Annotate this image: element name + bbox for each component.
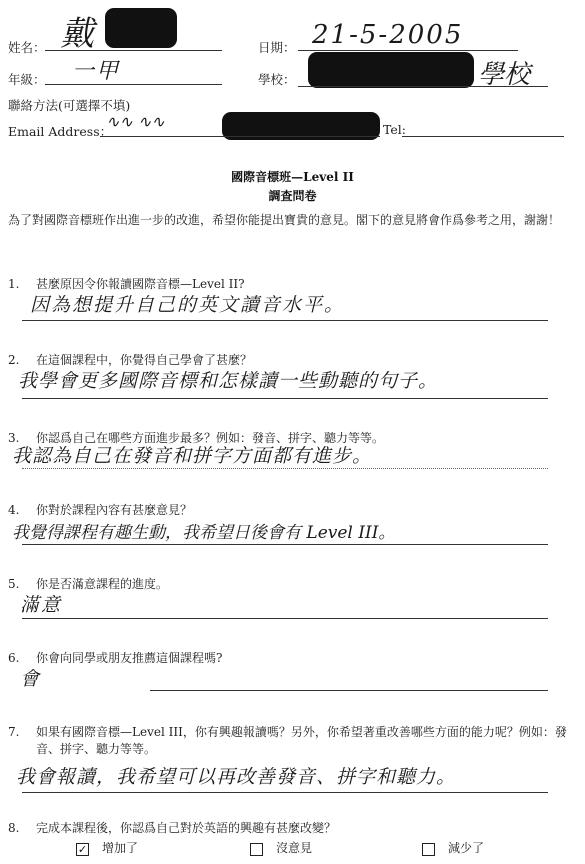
q6-text: 你會向同學或朋友推薦這個課程嗎? <box>36 651 223 665</box>
q7-number: 7. <box>8 725 20 739</box>
q7-line <box>22 792 548 793</box>
q3-text: 你認爲自己在哪些方面進步最多？例如：發音、拼字、聽力等等。 <box>36 431 385 445</box>
option-no-opinion-checkbox[interactable] <box>250 843 263 856</box>
contact-label: 聯絡方法(可選擇不填) <box>8 98 131 113</box>
q1-answer: 因為想提升自己的英文讀音水平。 <box>30 294 346 316</box>
name-label: 姓名： <box>8 40 46 55</box>
q2-number: 2. <box>8 353 20 367</box>
name-underline <box>45 50 222 51</box>
tel-underline <box>402 136 564 137</box>
name-value: 戴 <box>60 14 96 54</box>
q5-line <box>22 618 548 619</box>
option-decreased-checkbox[interactable] <box>422 843 435 856</box>
intro-text: 為了對國際音標班作出進一步的改進，希望你能提出寶貴的意見。閣下的意見將會作爲參考之用，謝謝！ <box>8 213 561 227</box>
q4-number: 4. <box>8 503 20 517</box>
q6-line <box>150 690 548 691</box>
q7-answer: 我會報讀，我希望可以再改善發音、拼字和聽力。 <box>16 766 457 788</box>
option-no-opinion-label: 沒意見 <box>276 841 313 855</box>
grade-underline <box>45 84 222 85</box>
q1-number: 1. <box>8 277 20 291</box>
grade-label: 年級： <box>8 72 46 87</box>
q5-text: 你是否滿意課程的進度。 <box>36 577 169 591</box>
q8-number: 8. <box>8 821 20 835</box>
q4-line <box>22 544 548 545</box>
school-value: 學校 <box>478 60 531 90</box>
email-label: Email Address： <box>8 124 113 139</box>
q4-text: 你對於課程內容有甚麼意見？ <box>36 503 193 517</box>
form-title: 國際音標班—Level II <box>231 170 354 184</box>
q3-number: 3. <box>8 431 20 445</box>
option-increased-label: 增加了 <box>102 841 139 855</box>
option-increased-checkbox[interactable]: ✓ <box>77 843 88 856</box>
school-label: 學校： <box>258 72 296 87</box>
date-label: 日期： <box>258 40 296 55</box>
q3-answer: 我認為自己在發音和拼字方面都有進步。 <box>12 445 373 467</box>
q1-text: 甚麼原因令你報讀國際音標—Level II? <box>36 277 245 291</box>
q4-answer: 我覺得課程有趣生動，我希望日後會有 Level III。 <box>12 523 396 543</box>
email-underline <box>100 136 380 137</box>
q6-number: 6. <box>8 651 20 665</box>
redacted-school <box>308 52 474 88</box>
school-underline <box>298 86 548 87</box>
q5-number: 5. <box>8 577 20 591</box>
grade-value: 一甲 <box>72 59 121 84</box>
date-underline <box>298 50 518 51</box>
q7-text: 如果有國際音標—Level III，你有興趣報讀嗎？另外，你希望著重改善哪些方面的能力呢？例如：發音、拼字、聽力等等。 <box>36 725 567 756</box>
q8-text: 完成本課程後，你認爲自己對於英語的興趣有甚麼改變？ <box>36 821 337 835</box>
q6-answer: 會 <box>20 668 42 690</box>
q2-answer: 我學會更多國際音標和怎樣讀一些動聽的句子。 <box>18 370 439 392</box>
email-scribble: ∿∿ ∿∿ <box>106 112 165 131</box>
q2-line <box>22 398 548 399</box>
form-subtitle: 調查問卷 <box>268 189 317 203</box>
redacted-name <box>105 8 177 48</box>
q2-text: 在這個課程中，你覺得自己學會了甚麼？ <box>36 353 253 367</box>
tel-label: Tel: <box>383 122 406 137</box>
q1-line <box>22 320 548 321</box>
q3-line <box>22 468 548 469</box>
date-value: 21-5-2005 <box>312 20 464 50</box>
option-decreased-label: 減少了 <box>448 841 485 855</box>
q5-answer: 滿意 <box>20 594 63 616</box>
